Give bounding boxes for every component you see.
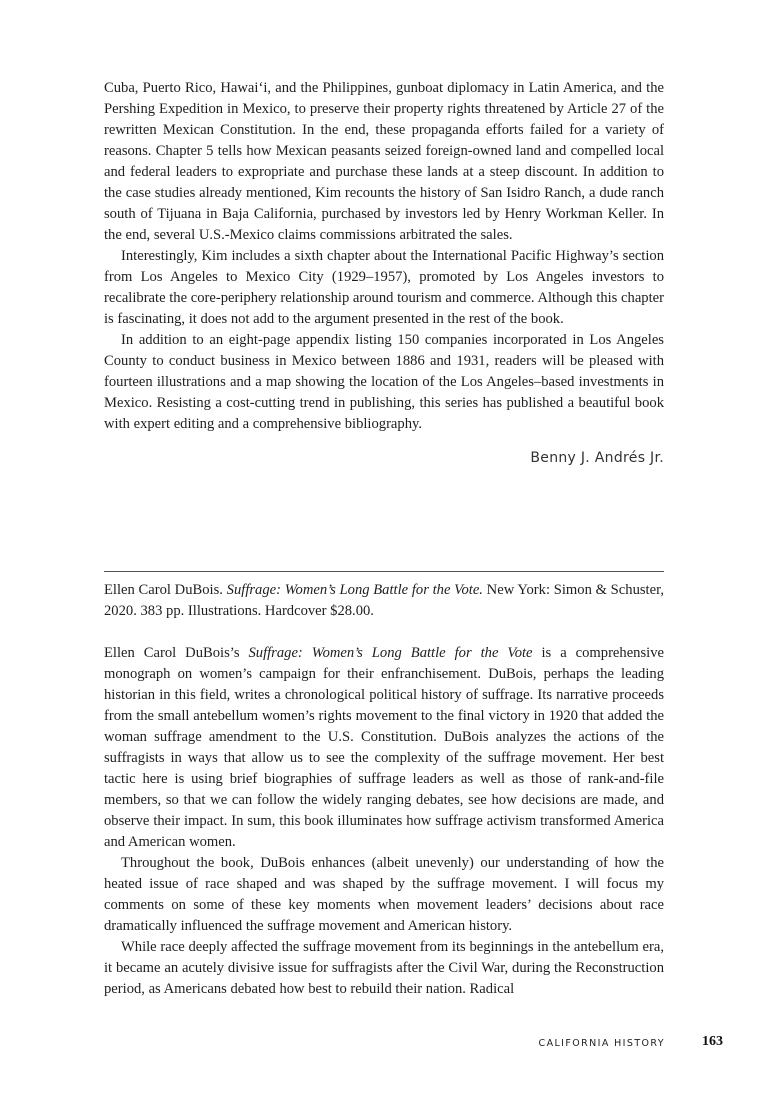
journal-name: CALIFORNIA HISTORY: [538, 1038, 665, 1049]
citation-publication: New York: Simon & Schuster, 2020. 383 pp. Illustrations. Hardcover $28.00.: [104, 582, 664, 619]
page-number: 163: [702, 1034, 723, 1049]
citation-author: Ellen Carol DuBois.: [104, 582, 227, 598]
review-two-p1-title: Suffrage: Women’s Long Battle for the Vote: [248, 645, 533, 661]
review-two-paragraph-3: While race deeply affected the suffrage movement from its beginnings in the antebellum era, it became an acutely divisive issue for suffragists after the Civil War, during the Reconstruction period, as Americans debated how best to rebuild their nation. Radical: [104, 939, 664, 997]
review-one-paragraph-1: Cuba, Puerto Rico, Hawaiʻi, and the Philippines, gunboat diplomacy in Latin America, and the Pershing Expedition in Mexico, to preserve their property rights threatened by Article 27 of the rewritten Mexican Constitution. In the end, these propaganda efforts failed for a variety of reasons. Chapter 5 tells how Mexican peasants seized foreign-owned land and compelled local and federal leaders to expropriate and purchase these lands at a steep discount. In addition to the case studies already mentioned, Kim recounts the history of San Isidro Ranch, a dude ranch south of Tijuana in Baja California, purchased by investors led by Henry Workman Keller. In the end, several U.S.-Mexico claims commissions arbitrated the sales.: [104, 80, 664, 243]
review-two-paragraph-1: [104, 643, 664, 853]
review-two: [104, 643, 664, 1000]
review-two-p1-rest: is a comprehensive monograph on women’s campaign for their enfranchisement. DuBois, perhaps the leading historian in this field, writes a chronological political history of suffrage. Its narrative proceeds from the small antebellum women’s rights movement to the final victory in 1920 that added the woman suffrage amendment to the U.S. Constitution. DuBois analyzes the actions of the suffragists in ways that allow us to see the complexity of the suffrage movement. Her best tactic here is using brief biographies of suffrage leaders as well as those of rank-and-file members, so that we can follow the widely ranging debates, see how decisions are made, and observe their impact. In sum, this book illuminates how suffrage activism transformed America and American women.: [104, 645, 664, 850]
book-citation: [104, 580, 664, 622]
review-one-paragraph-3: In addition to an eight-page appendix listing 150 companies incorporated in Los Angeles County to conduct business in Mexico between 1886 and 1931, readers will be pleased with fourteen illustrations and a map showing the location of the Los Angeles–based investments in Mexico. Resisting a cost-cutting trend in publishing, this series has published a beautiful book with expert editing and a comprehensive bibliography.: [104, 332, 664, 432]
section-divider: [104, 571, 664, 572]
reviewer-signature: Benny J. Andrés Jr.: [530, 450, 664, 466]
review-one-paragraph-2: Interestingly, Kim includes a sixth chapter about the International Pacific Highway’s section from Los Angeles to Mexico City (1929–1957), promoted by Los Angeles investors to recalibrate the core-periphery relationship around tourism and commerce. Although this chapter is fascinating, it does not add to the argument presented in the rest of the book.: [104, 248, 664, 327]
review-two-p1-start: Ellen Carol DuBois’s: [104, 645, 249, 661]
review-two-paragraph-2: Throughout the book, DuBois enhances (albeit unevenly) our understanding of how the heated issue of race shaped and was shaped by the suffrage movement. I will focus my comments on some of these key moments when movement leaders’ decisions about race dramatically influenced the suffrage movement and American history.: [104, 855, 664, 934]
review-one: [104, 78, 664, 469]
citation-title: Suffrage: Women’s Long Battle for the Vote.: [226, 582, 483, 598]
